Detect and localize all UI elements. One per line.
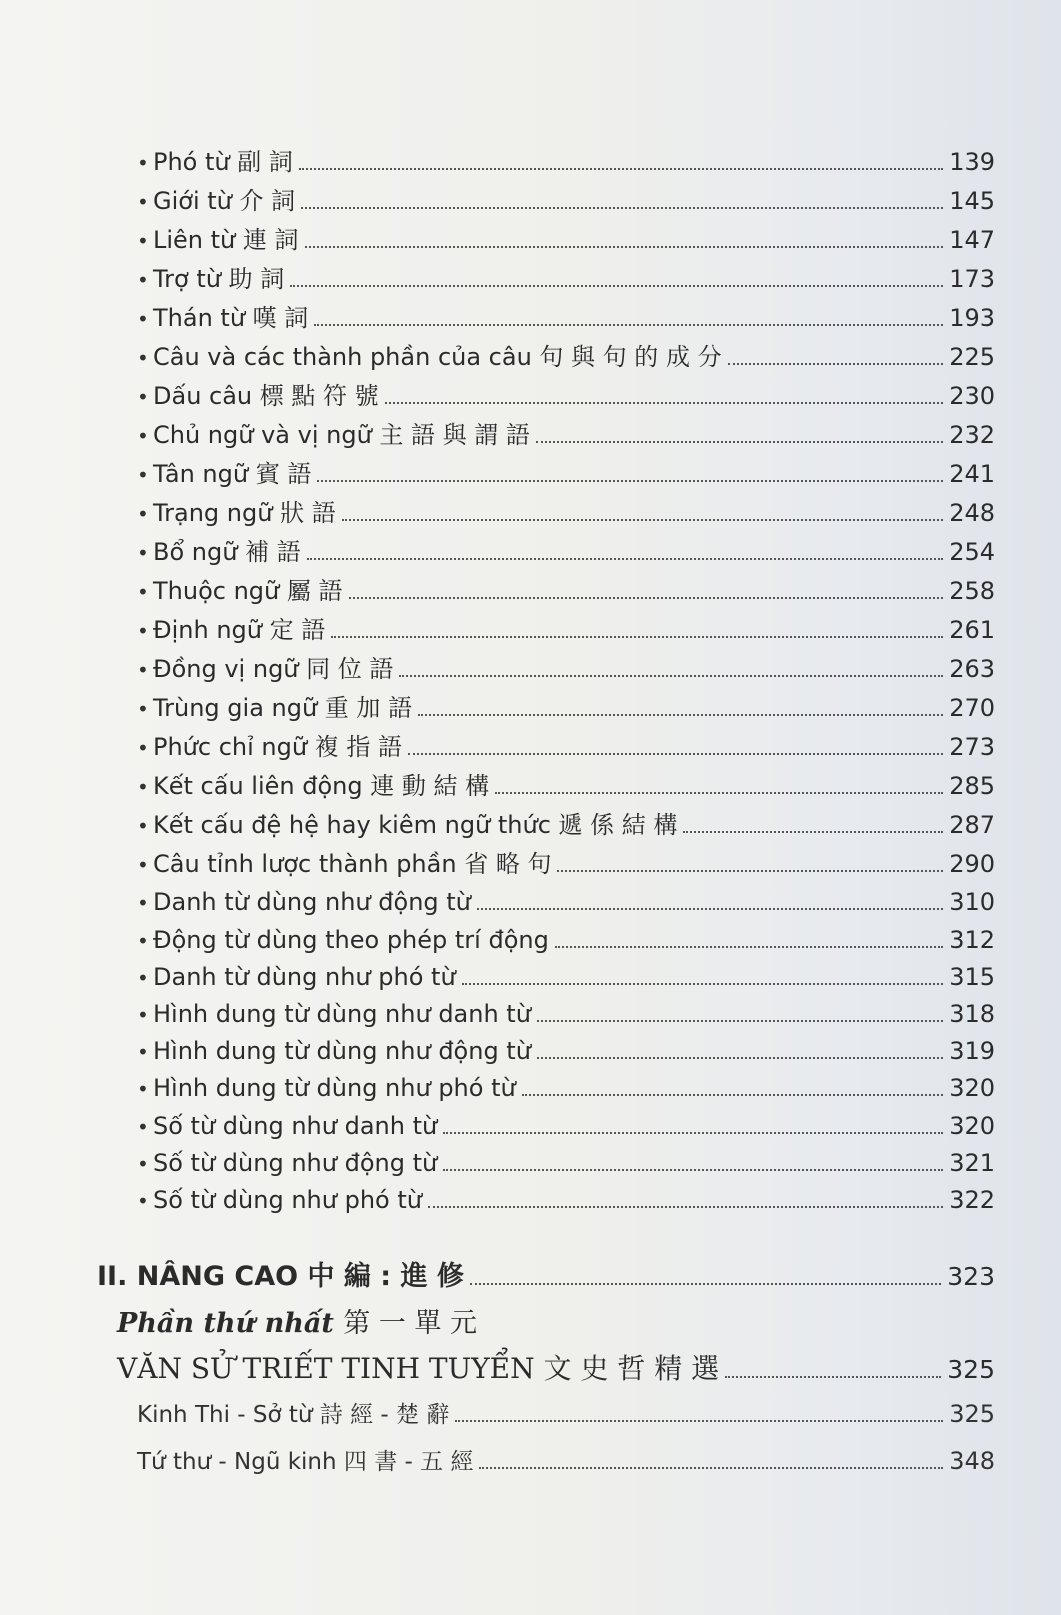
page-number: 145 <box>949 187 995 215</box>
dot-leader <box>399 674 943 677</box>
entry-title: Số từ dùng như danh từ <box>153 1112 438 1140</box>
bullet-icon: • <box>137 268 149 292</box>
toc-entry <box>137 731 995 763</box>
dot-leader <box>443 1131 943 1134</box>
entry-title: Định ngữ 定 語 <box>153 616 326 644</box>
dot-leader <box>479 1466 943 1469</box>
bullet-icon: • <box>137 929 149 953</box>
page-number: 325 <box>949 1400 995 1428</box>
toc-entry <box>137 458 995 490</box>
bullet-icon: • <box>137 1152 149 1176</box>
dot-leader <box>683 830 943 833</box>
page-number: 290 <box>949 850 995 878</box>
page-number: 270 <box>949 694 995 722</box>
entry-title: Phó từ 副 詞 <box>153 148 293 176</box>
bullet-icon: • <box>137 814 149 838</box>
entry-title: Bổ ngữ 補 語 <box>153 538 301 566</box>
page-number: 139 <box>949 148 995 176</box>
page-number: 321 <box>949 1149 995 1177</box>
toc-entry <box>137 924 995 956</box>
page-number: 241 <box>949 460 995 488</box>
page-number: 315 <box>949 963 995 991</box>
dot-leader <box>462 982 944 985</box>
bullet-icon: • <box>137 346 149 370</box>
entry-title: Tân ngữ 賓 語 <box>153 460 312 488</box>
bullet-icon: • <box>137 1115 149 1139</box>
entry-title: Số từ dùng như phó từ <box>153 1186 422 1214</box>
toc-entry <box>137 770 995 802</box>
bullet-icon: • <box>137 775 149 799</box>
entry-title: Trạng ngữ 狀 語 <box>153 499 336 527</box>
dot-leader <box>495 791 943 794</box>
page-number: 232 <box>949 421 995 449</box>
toc-entry <box>137 224 995 256</box>
page-number: 348 <box>949 1447 995 1475</box>
entry-title: Động từ dùng theo phép trí động <box>153 926 549 954</box>
toc-entry <box>137 536 995 568</box>
entry-title: Kết cấu liên động 連 動 結 構 <box>153 772 490 800</box>
subentry-title: Tứ thư - Ngũ kinh 四 書 - 五 經 <box>137 1449 474 1475</box>
toc-entry <box>137 302 995 334</box>
page-number: 310 <box>949 888 995 916</box>
page-number: 285 <box>949 772 995 800</box>
page-number: 263 <box>949 655 995 683</box>
toc-entry <box>137 575 995 607</box>
page-number: 230 <box>949 382 995 410</box>
entry-title: Liên từ 連 詞 <box>153 226 299 254</box>
bullet-icon: • <box>137 966 149 990</box>
entry-title: Phức chỉ ngữ 複 指 語 <box>153 733 402 761</box>
dot-leader <box>557 869 943 872</box>
entry-title: Dấu câu 標 點 符 號 <box>153 382 379 410</box>
dot-leader <box>555 945 943 948</box>
entry-title: Đồng vị ngữ 同 位 語 <box>153 655 394 683</box>
bullet-icon: • <box>137 424 149 448</box>
toc-entry <box>137 809 995 841</box>
toc-entry <box>137 497 995 529</box>
page-number: 254 <box>949 538 995 566</box>
chapter-heading <box>117 1350 995 1388</box>
entry-title: Thán từ 嘆 詞 <box>153 304 309 332</box>
bullet-icon: • <box>137 658 149 682</box>
toc-entry <box>137 1035 995 1067</box>
bullet-icon: • <box>137 697 149 721</box>
section-heading <box>97 1259 995 1295</box>
dot-leader <box>428 1205 943 1208</box>
dot-leader <box>331 635 943 638</box>
dot-leader <box>477 907 943 910</box>
bullet-icon: • <box>137 502 149 526</box>
entry-title: Trợ từ 助 詞 <box>153 265 285 293</box>
part-title-han: 第 一 單 元 <box>343 1308 477 1339</box>
toc-entry <box>137 653 995 685</box>
dot-leader <box>299 167 943 170</box>
bullet-icon: • <box>137 385 149 409</box>
toc-subentry <box>137 1445 995 1477</box>
page-number: 193 <box>949 304 995 332</box>
page-number: 147 <box>949 226 995 254</box>
bullet-icon: • <box>137 1077 149 1101</box>
bullet-icon: • <box>137 463 149 487</box>
dot-leader <box>728 362 944 365</box>
page-number: 287 <box>949 811 995 839</box>
bullet-icon: • <box>137 853 149 877</box>
dot-leader <box>536 440 943 443</box>
page-number: 173 <box>949 265 995 293</box>
bullet-icon: • <box>137 151 149 175</box>
entry-title: Trùng gia ngữ 重 加 語 <box>153 694 413 722</box>
chapter-title: VĂN SỬ TRIẾT TINH TUYỂN 文 史 哲 精 選 <box>117 1352 720 1385</box>
toc-entry <box>137 146 995 178</box>
dot-leader <box>537 1019 943 1022</box>
entry-title: Câu và các thành phần của câu 句 與 句 的 成 分 <box>153 343 722 371</box>
dot-leader <box>342 518 943 521</box>
entry-title: Danh từ dùng như động từ <box>153 888 471 916</box>
part-title: Phần thứ nhất <box>117 1308 334 1339</box>
bullet-icon: • <box>137 580 149 604</box>
toc-entry <box>137 380 995 412</box>
dot-leader <box>290 284 943 287</box>
bullet-icon: • <box>137 229 149 253</box>
page-number: 273 <box>949 733 995 761</box>
entry-title: Hình dung từ dùng như danh từ <box>153 1000 531 1028</box>
bullet-icon: • <box>137 1003 149 1027</box>
toc-entry <box>137 692 995 724</box>
toc-entry <box>137 1147 995 1179</box>
dot-leader <box>317 479 943 482</box>
dot-leader <box>537 1056 943 1059</box>
page-number: 225 <box>949 343 995 371</box>
part-heading <box>117 1306 477 1342</box>
toc-entry <box>137 1072 995 1104</box>
bullet-icon: • <box>137 190 149 214</box>
toc-entry <box>137 1184 995 1216</box>
page-number: 261 <box>949 616 995 644</box>
dot-leader <box>725 1375 941 1378</box>
dot-leader <box>314 323 943 326</box>
page-number: 320 <box>949 1112 995 1140</box>
toc-entry <box>137 263 995 295</box>
dot-leader <box>455 1419 943 1422</box>
page-number: 320 <box>949 1074 995 1102</box>
dot-leader <box>385 401 944 404</box>
dot-leader <box>307 557 943 560</box>
toc-entry <box>137 1110 995 1142</box>
entry-title: Hình dung từ dùng như động từ <box>153 1037 531 1065</box>
page-number: 325 <box>947 1355 995 1384</box>
page-number: 318 <box>949 1000 995 1028</box>
entry-title: Giới từ 介 詞 <box>153 187 296 215</box>
toc-entry <box>137 998 995 1030</box>
toc-subentry <box>137 1398 995 1430</box>
dot-leader <box>408 752 943 755</box>
toc-entry <box>137 419 995 451</box>
entry-title: Danh từ dùng như phó từ <box>153 963 456 991</box>
toc-entry <box>137 614 995 646</box>
dot-leader <box>301 206 943 209</box>
page-number: 323 <box>947 1262 995 1291</box>
bullet-icon: • <box>137 541 149 565</box>
dot-leader <box>522 1093 943 1096</box>
page-number: 258 <box>949 577 995 605</box>
bullet-icon: • <box>137 1040 149 1064</box>
entry-title: Kết cấu đệ hệ hay kiêm ngữ thức 遞 係 結 構 <box>153 811 678 839</box>
entry-title: Chủ ngữ và vị ngữ 主 語 與 謂 語 <box>153 421 530 449</box>
subentry-title: Kinh Thi - Sở từ 詩 經 - 楚 辭 <box>137 1402 450 1428</box>
entry-title: Thuộc ngữ 屬 語 <box>153 577 343 605</box>
bullet-icon: • <box>137 619 149 643</box>
toc-entry <box>137 886 995 918</box>
dot-leader <box>443 1168 943 1171</box>
toc-entry <box>137 185 995 217</box>
page-number: 248 <box>949 499 995 527</box>
page-number: 322 <box>949 1186 995 1214</box>
toc-entry <box>137 961 995 993</box>
dot-leader <box>470 1282 941 1285</box>
dot-leader <box>349 596 944 599</box>
dot-leader <box>418 713 943 716</box>
entry-title: Hình dung từ dùng như phó từ <box>153 1074 516 1102</box>
bullet-icon: • <box>137 1189 149 1213</box>
toc-entry <box>137 341 995 373</box>
page-number: 319 <box>949 1037 995 1065</box>
toc-entry <box>137 848 995 880</box>
section-title: II. NÂNG CAO 中 編 : 進 修 <box>97 1261 464 1292</box>
bullet-icon: • <box>137 736 149 760</box>
dot-leader <box>305 245 944 248</box>
page-number: 312 <box>949 926 995 954</box>
entry-title: Số từ dùng như động từ <box>153 1149 438 1177</box>
bullet-icon: • <box>137 891 149 915</box>
bullet-icon: • <box>137 307 149 331</box>
entry-title: Câu tỉnh lược thành phần 省 略 句 <box>153 850 552 878</box>
